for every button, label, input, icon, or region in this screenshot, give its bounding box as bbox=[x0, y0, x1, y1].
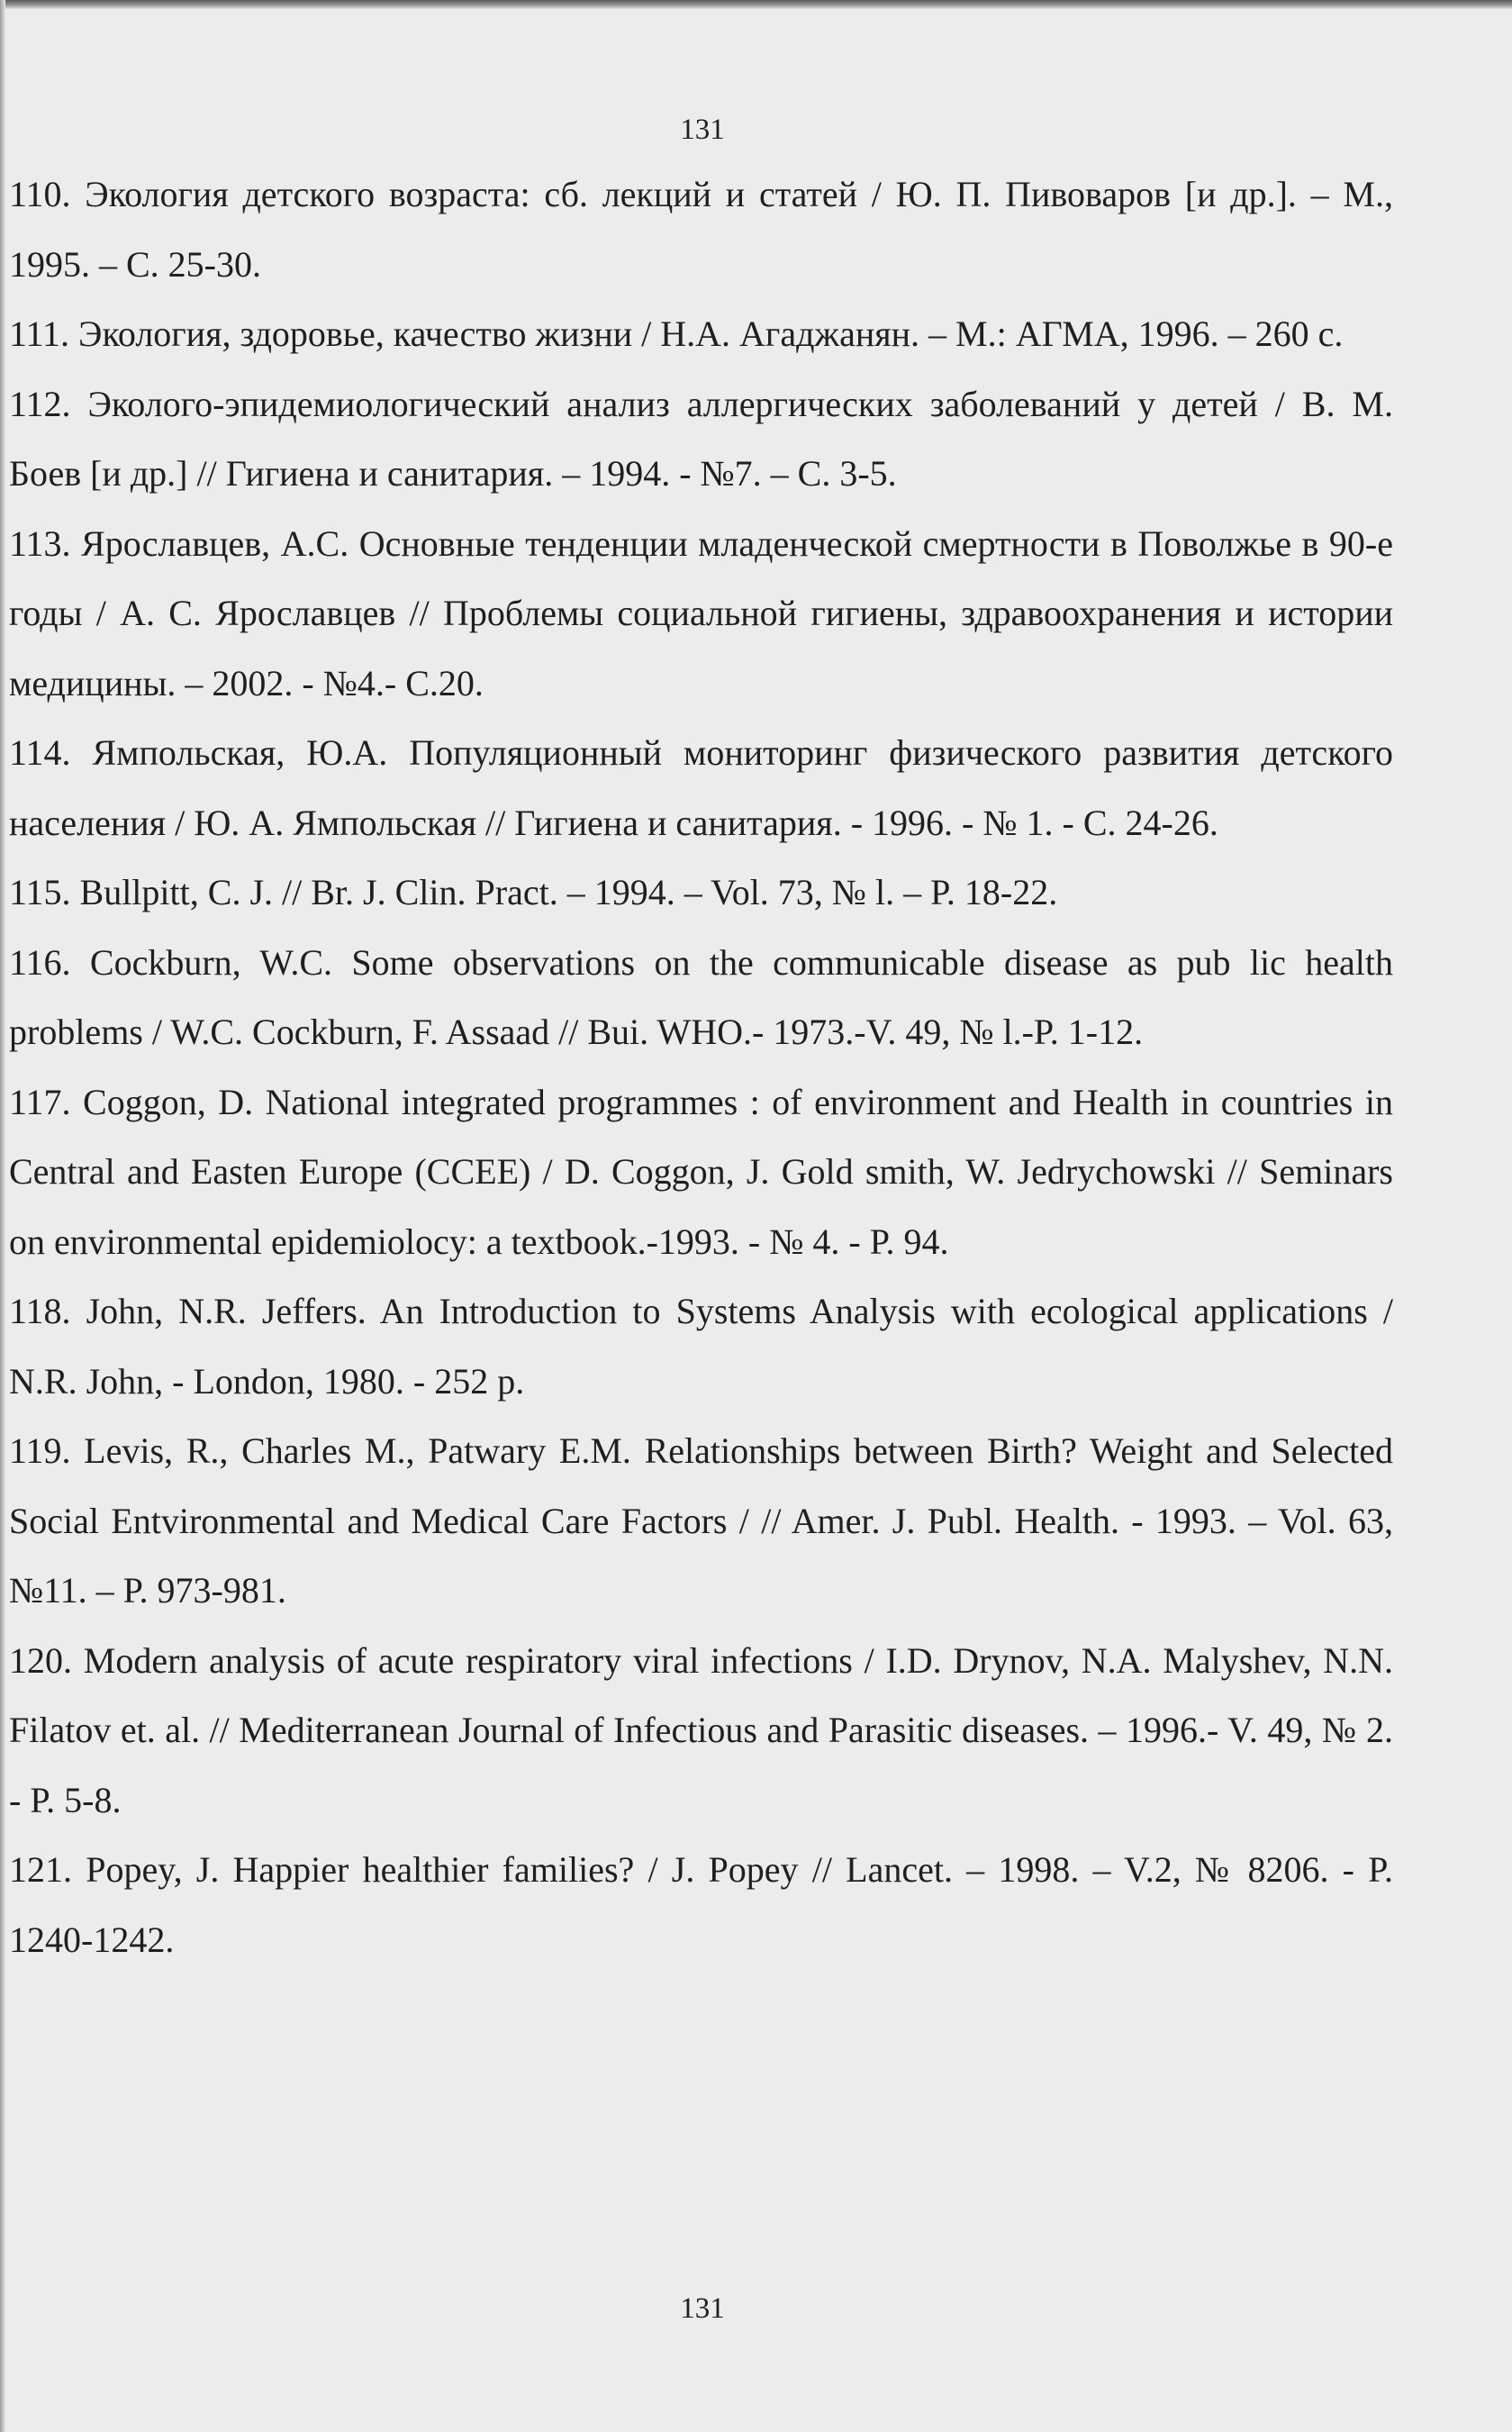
reference-111: 111. Экология, здоровье, качество жизни / Н.А. Агаджанян. – М.: АГМА, 1996. – 260 с. bbox=[9, 313, 1344, 354]
reference-113: 113. Ярославцев, А.С. Основные тенденции младенческой смертности в Поволжье в 90-е годы / А. С. Ярославцев // Проблемы социальной гигиены, здравоохранения и истории медицины. – 2002. - №4.- С.20. bbox=[9, 522, 1393, 703]
page-number-bottom: 131 bbox=[680, 2292, 725, 2325]
scan-top-edge bbox=[0, 0, 1512, 9]
reference-112: 112. Эколого-эпидемиологический анализ аллергических заболеваний у детей / В. М. Боев [и др.] // Гигиена и санитария. – 1994. - №7. – С. 3-5. bbox=[9, 383, 1393, 494]
reference-110: 110. Экология детского возраста: сб. лекций и статей / Ю. П. Пивоваров [и др.]. – М., 1995. – С. 25-30. bbox=[9, 174, 1393, 285]
reference-116: 116. Cockburn, W.C. Some observations on the communicable disease as pub lic health problems / W.C. Cockburn, F. Assaad // Bui. WHO.- 1973.-V. 49, № l.-P. 1-12. bbox=[9, 941, 1393, 1052]
reference-115: 115. Bullpitt, C. J. // Br. J. Clin. Pract. – 1994. – Vol. 73, № l. – P. 18-22. bbox=[9, 872, 1058, 912]
reference-list bbox=[9, 159, 1393, 1974]
reference-121: 121. Popey, J. Happier healthier families? / J. Popey // Lancet. – 1998. – V.2, № 8206. - P. 1240-1242. bbox=[9, 1849, 1393, 1960]
reference-118: 118. John, N.R. Jeffers. An Introduction to Systems Analysis with ecological applications / N.R. John, - London, 1980. - 252 p. bbox=[9, 1291, 1393, 1402]
reference-117: 117. Coggon, D. National integrated programmes : of environment and Health in countries in Central and Easten Europe (CCEE) / D. Coggon, J. Gold smith, W. Jedrychowski // Seminars on environmental epidemiolocy: a textbook.-1993. - № 4. - P. 94. bbox=[9, 1081, 1393, 1262]
scan-left-edge bbox=[0, 0, 5, 2432]
reference-120: 120. Modern analysis of acute respiratory viral infections / I.D. Drynov, N.A. Malyshev, N.N. Filatov et. al. // Mediterranean Journal of Infectious and Parasitic diseases. – 1996.- V. 49, № 2. - P. 5-8. bbox=[9, 1639, 1393, 1820]
reference-114: 114. Ямпольская, Ю.А. Популяционный мониторинг физического развития детского населения / Ю. А. Ямпольская // Гигиена и санитария. - 1996. - № 1. - С. 24-26. bbox=[9, 732, 1393, 843]
reference-119: 119. Levis, R., Charles M., Patwary E.M. Relationships between Birth? Weight and Selected Social Entvironmental and Medical Care Factors / // Amer. J. Publ. Health. - 1993. – Vol. 63, №11. – P. 973-981. bbox=[9, 1430, 1393, 1611]
page-number-top: 131 bbox=[680, 113, 725, 146]
